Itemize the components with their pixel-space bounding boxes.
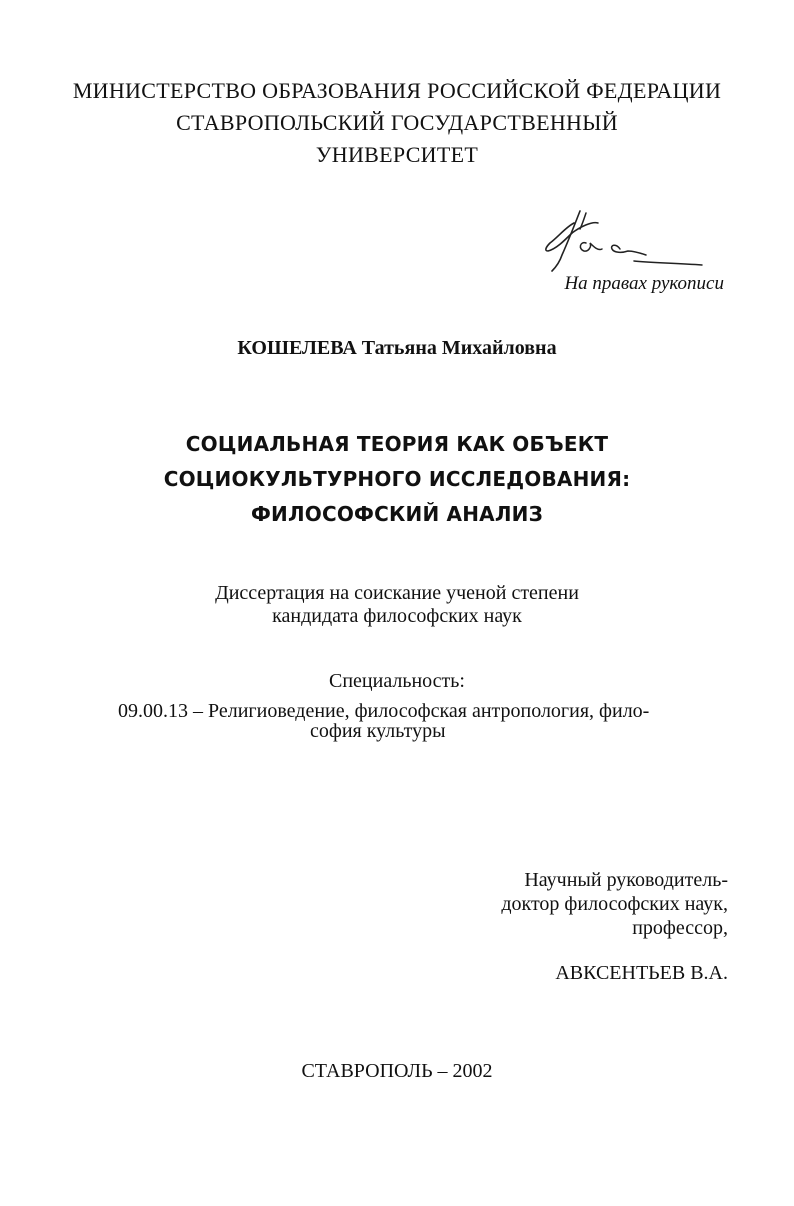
degree-line-1: Диссертация на соискание ученой степени bbox=[215, 582, 579, 604]
university-line-1: СТАВРОПОЛЬСКИЙ ГОСУДАРСТВЕННЫЙ bbox=[176, 110, 618, 135]
thesis-title-line-1: СОЦИАЛЬНАЯ ТЕОРИЯ КАК ОБЪЕКТ bbox=[185, 432, 609, 456]
university-line-2: УНИВЕРСИТЕТ bbox=[315, 142, 479, 167]
thesis-title-line-2: СОЦИОКУЛЬТУРНОГО ИССЛЕДОВАНИЯ: bbox=[163, 467, 631, 491]
supervisor-title: профессор, bbox=[632, 917, 728, 939]
supervisor-name: АВКСЕНТЬЕВ В.А. bbox=[555, 962, 728, 984]
author-name: КОШЕЛЕВА Татьяна Михайловна bbox=[237, 337, 557, 359]
handwritten-signature bbox=[536, 205, 706, 275]
specialty-code-continuation: софия культуры bbox=[310, 720, 446, 742]
ministry-line-1: МИНИСТЕРСТВО ОБРАЗОВАНИЯ РОССИЙСКОЙ ФЕДЕРАЦИИ bbox=[72, 78, 722, 103]
specialty-label: Специальность: bbox=[329, 670, 465, 692]
thesis-title-line-3: ФИЛОСОФСКИЙ АНАЛИЗ bbox=[250, 502, 544, 526]
supervisor-degree: доктор философских наук, bbox=[501, 893, 728, 915]
manuscript-rights-note: На правах рукописи bbox=[564, 273, 724, 294]
supervisor-role: Научный руководитель- bbox=[524, 869, 728, 891]
degree-line-2: кандидата философских наук bbox=[272, 605, 522, 627]
city-year-footer: СТАВРОПОЛЬ – 2002 bbox=[301, 1060, 493, 1082]
specialty-code-line: 09.00.13 – Религиоведение, философская антропология, фило- bbox=[118, 700, 650, 722]
